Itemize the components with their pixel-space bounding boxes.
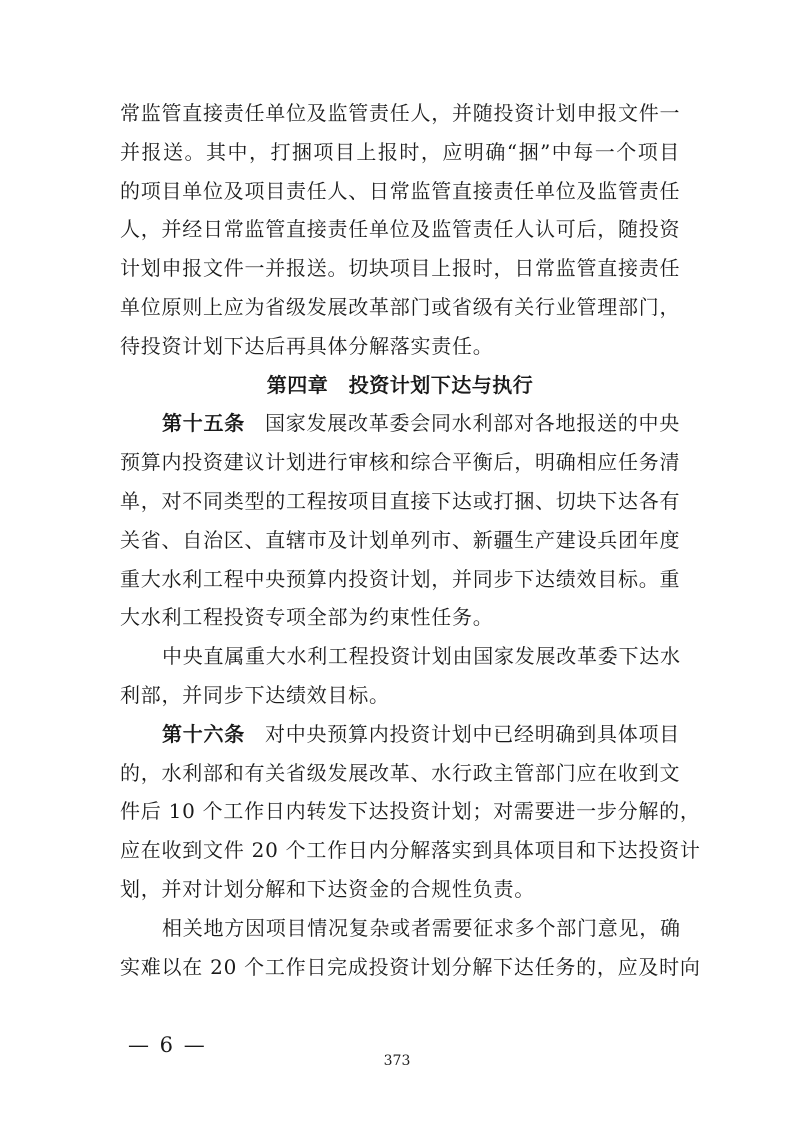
body-line: 的项目单位及项目责任人、日常监管直接责任单位及监管责任	[120, 178, 681, 203]
footer-number: 373	[383, 1053, 411, 1069]
body-line: 计划申报文件一并报送。切块项目上报时，日常监管直接责任	[120, 256, 681, 281]
article-16-text: 对中央预算内投资计划中已经明确到具体项目	[265, 721, 680, 746]
document-body	[120, 94, 701, 986]
article-16-label: 第十六条	[162, 721, 245, 746]
body-line: 人，并经日常监管直接责任单位及监管责任人认可后，随投资	[120, 217, 681, 242]
body-line: 应在收到文件 20 个工作日内分解落实到具体项目和下达投资计	[120, 838, 701, 863]
body-line: 件后 10 个工作日内转发下达投资计划；对需要进一步分解的，	[120, 799, 701, 824]
body-line: 单，对不同类型的工程按项目直接下达或打捆、切块下达各有	[120, 488, 681, 513]
body-line: 的，水利部和有关省级发展改革、水行政主管部门应在收到文	[120, 760, 681, 785]
body-line: 待投资计划下达后再具体分解落实责任。	[120, 333, 494, 358]
chapter-title: 第四章 投资计划下达与执行	[266, 372, 534, 397]
body-line: 单位原则上应为省级发展改革部门或省级有关行业管理部门，	[120, 294, 681, 319]
article-15-text: 国家发展改革委会同水利部对各地报送的中央	[265, 411, 680, 436]
body-line: 预算内投资建议计划进行审核和综合平衡后，明确相应任务清	[120, 450, 681, 475]
page-number: — 6 —	[128, 1033, 207, 1057]
article-16-first-line	[120, 715, 680, 754]
body-line: 并报送。其中，打捆项目上报时，应明确“捆”中每一个项目	[120, 139, 680, 164]
body-line: 实难以在 20 个工作日完成投资计划分解下达任务的，应及时向	[120, 954, 701, 979]
paragraph-central-first-line: 中央直属重大水利工程投资计划由国家发展改革委下达水	[162, 644, 681, 669]
body-line: 重大水利工程中央预算内投资计划，并同步下达绩效目标。重	[120, 566, 681, 591]
body-line: 常监管直接责任单位及监管责任人，并随投资计划申报文件一	[120, 101, 681, 125]
body-line: 利部，并同步下达绩效目标。	[120, 682, 390, 707]
body-line: 大水利工程投资专项全部为约束性任务。	[120, 605, 494, 630]
paragraph-local-first-line: 相关地方因项目情况复杂或者需要征求多个部门意见，确	[162, 915, 681, 940]
article-15-first-line	[120, 404, 680, 443]
body-line: 关省、自治区、直辖市及计划单列市、新疆生产建设兵团年度	[120, 527, 681, 552]
body-line: 划，并对计划分解和下达资金的合规性负责。	[120, 876, 535, 901]
article-15-label: 第十五条	[162, 411, 245, 436]
